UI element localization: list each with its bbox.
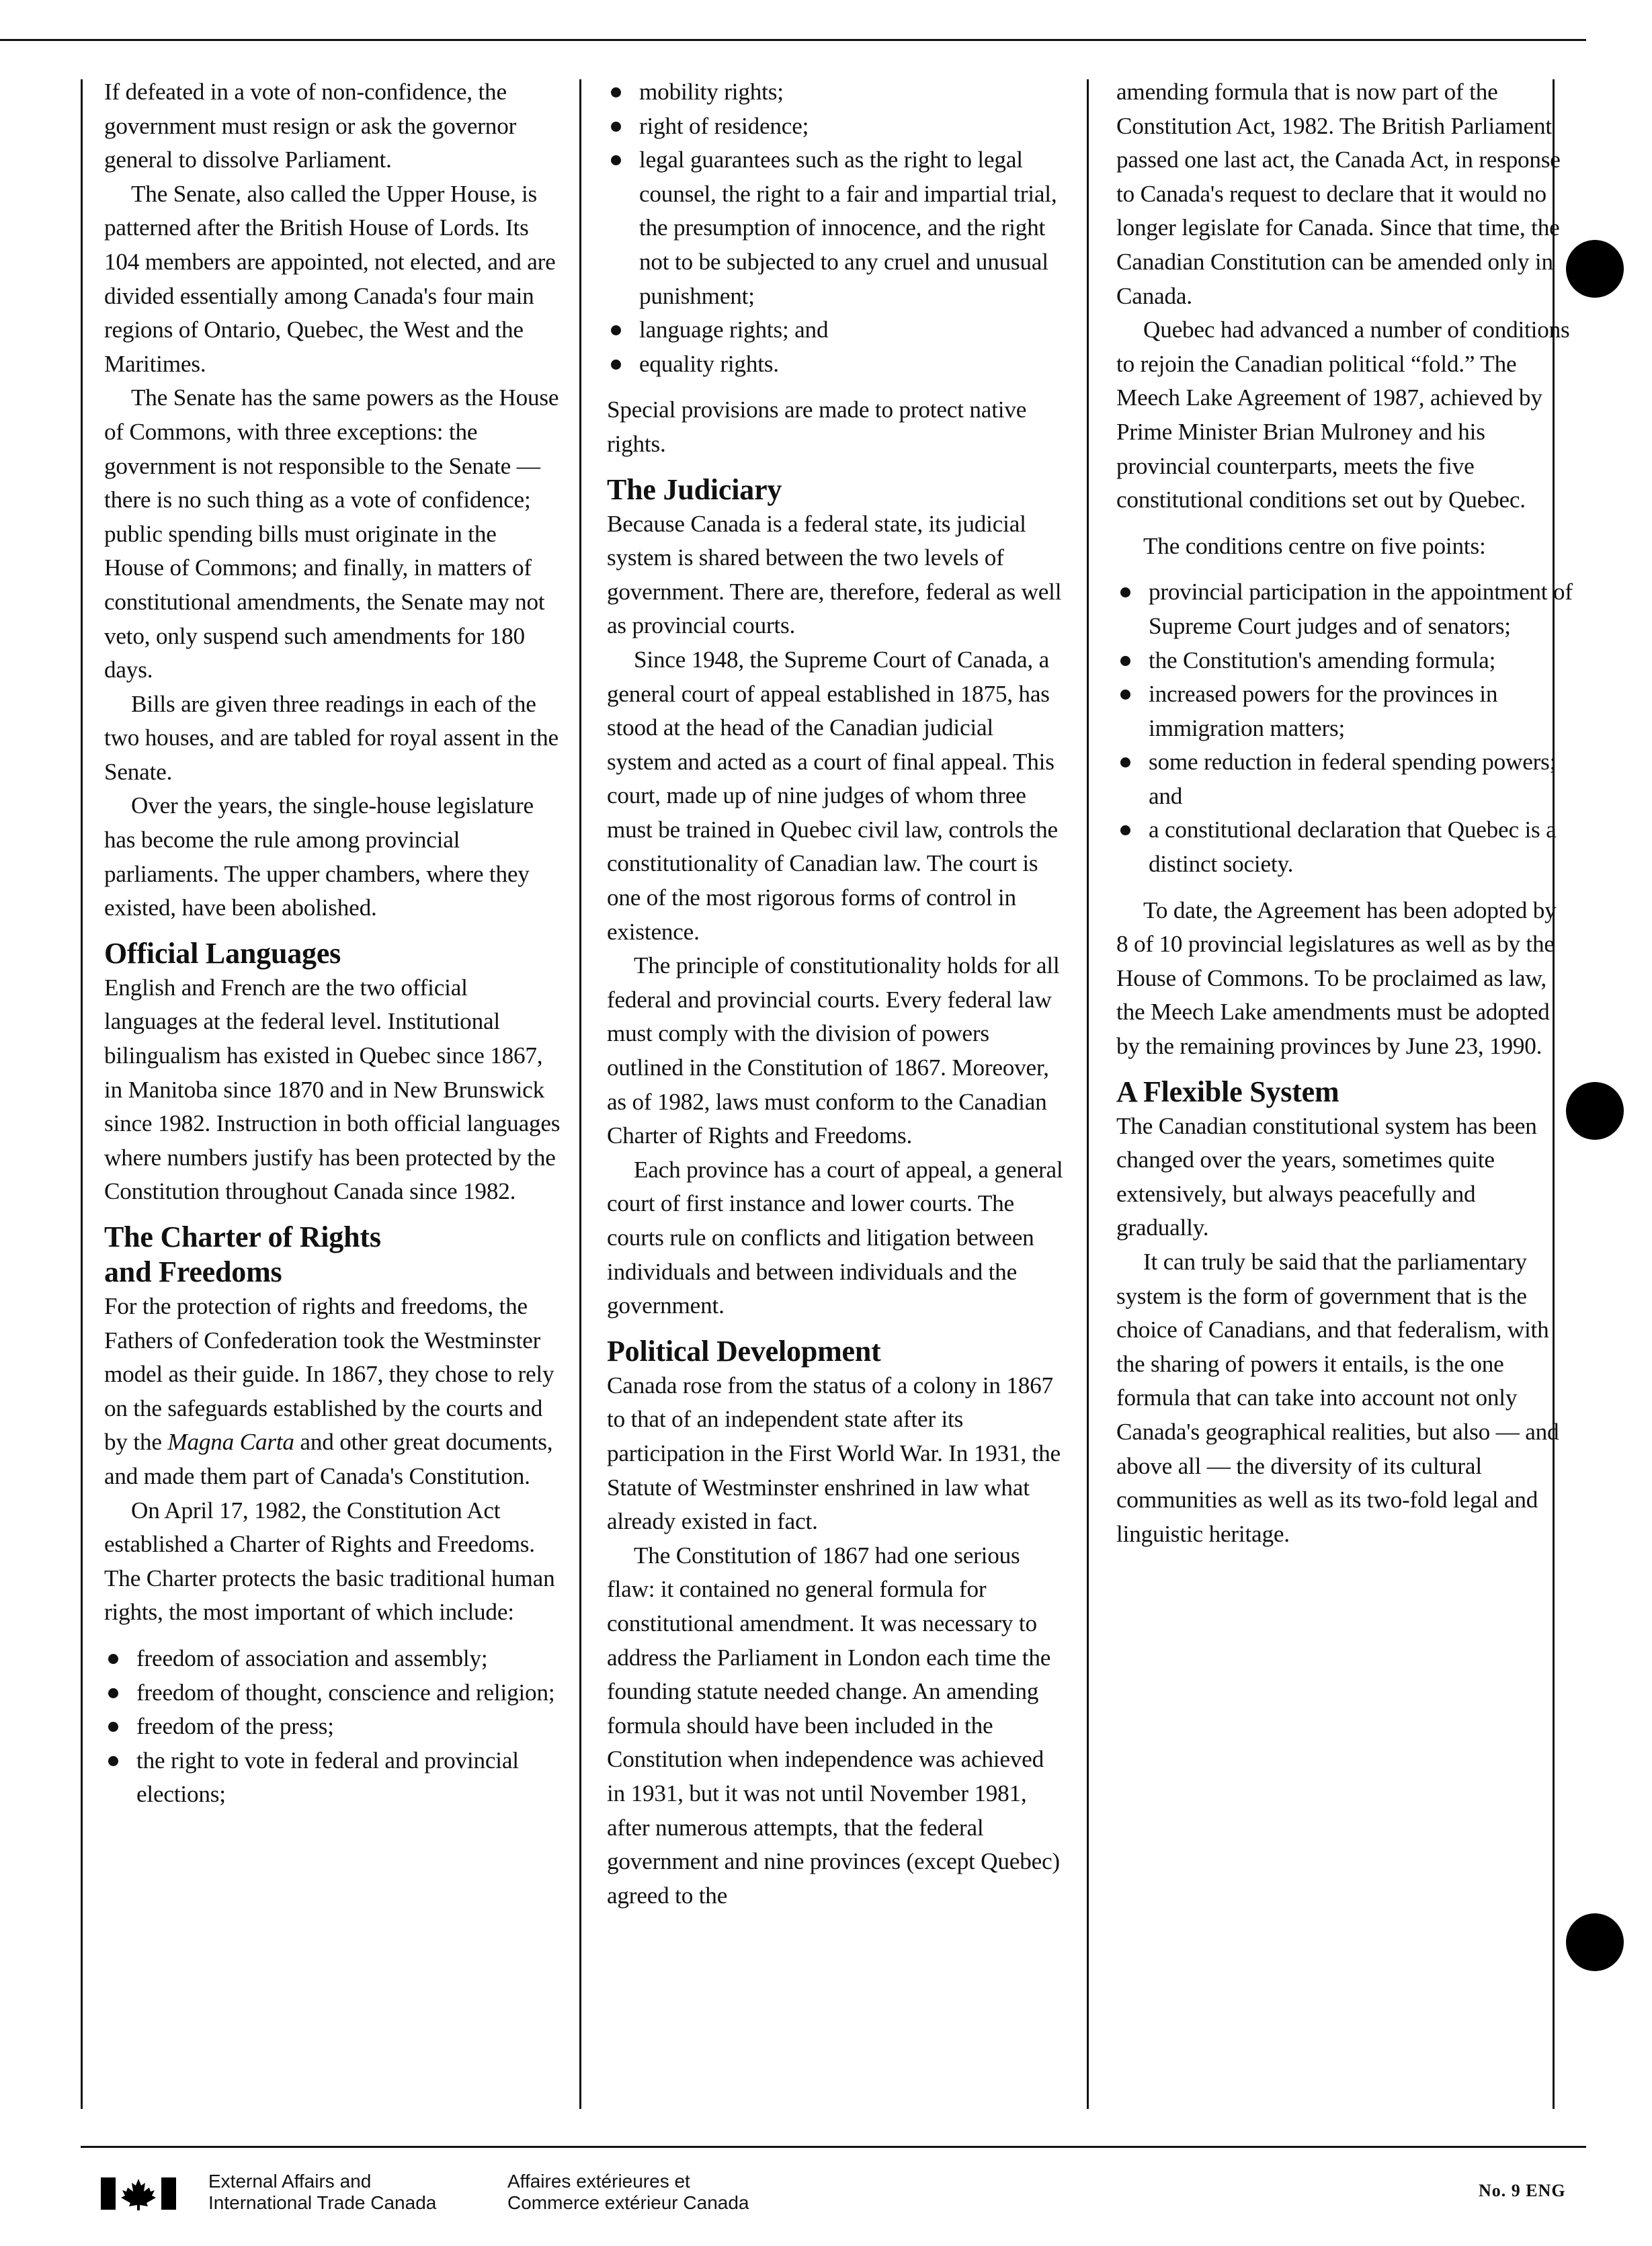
list-item-text: language rights; and	[639, 317, 829, 343]
list-item	[607, 347, 1064, 382]
text-span: and other great documents, and made them part of Canada's Constitution.	[104, 1429, 553, 1489]
paragraph: Canada rose from the status of a colony in 1867 to that of an independent state after its participation in the First World War. In 1931, the Statute of Westminster enshrined in law what already existed in fact.	[607, 1372, 1061, 1535]
bullet-icon	[108, 1654, 118, 1664]
paragraph: Quebec had advanced a number of conditions to rejoin the Canadian political “fold.” The Meech Lake Agreement of 1987, achieved by Prime Minister Brian Mulroney and his provincial counterparts, meets the five constitutional conditions set out by Quebec.	[1116, 317, 1570, 513]
paragraph: Bills are given three readings in each of the two houses, and are tabled for royal assent in the Senate.	[104, 690, 559, 785]
paragraph: On April 17, 1982, the Constitution Act established a Charter of Rights and Freedoms. The Charter protects the basic traditional human rights, the most important of which include:	[104, 1497, 555, 1626]
text-span: For the protection of rights and freedoms, the Fathers of Confederation took the Westminster model as their guide. In 1867, they chose to rely on the safeguards established by the courts and by the	[104, 1293, 554, 1456]
paragraph: If defeated in a vote of non-confidence, the government must resign or ask the governor general to dissolve Parliament.	[104, 79, 517, 173]
bullet-icon	[1120, 690, 1130, 700]
list-item-text: provincial participation in the appointment of Supreme Court judges and of senators;	[1149, 579, 1573, 639]
column-rule-left	[81, 79, 83, 2109]
list-item	[607, 313, 1064, 347]
bullet-icon	[1120, 757, 1130, 767]
column-rule-1	[579, 79, 581, 2109]
bullet-icon	[611, 325, 621, 335]
list-item	[1116, 677, 1573, 745]
list-item	[104, 1642, 561, 1676]
column-3	[1116, 75, 1573, 1551]
paragraph: The Canadian constitutional system has been changed over the years, sometimes quite extensively, but always peacefully and gradually.	[1116, 1112, 1537, 1241]
punch-hole-bottom	[1566, 1913, 1624, 1971]
document-number: No. 9 ENG	[1479, 2181, 1566, 2200]
list-item	[1116, 644, 1573, 678]
list-item	[607, 110, 1064, 144]
bullet-icon	[108, 1756, 118, 1766]
rights-list-continued	[607, 75, 1064, 381]
list-item-text: right of residence;	[639, 112, 809, 139]
paragraph	[104, 1290, 561, 1494]
list-item-text: mobility rights;	[639, 79, 784, 105]
column-2	[607, 75, 1064, 1913]
paragraph: amending formula that is now part of the Constitution Act, 1982. The British Parliament passed one last act, the Canada Act, in response to Canada's request to declare that it would no longer legislate for Canada. Since that time, the Canadian Constitution can be amended only in Canada.	[1116, 79, 1561, 309]
paragraph: The Senate, also called the Upper House, is patterned after the British House of Lords. Its 104 members are appointed, not elected, and are divided essentially among Canada's four main regions of Ontario, Quebec, the West and the Maritimes.	[104, 180, 556, 377]
bullet-icon	[611, 360, 621, 370]
bullet-icon	[1120, 587, 1130, 597]
list-item	[1116, 813, 1573, 881]
list-item	[1116, 745, 1573, 813]
bullet-icon	[1120, 825, 1130, 835]
bullet-icon	[1120, 656, 1130, 666]
punch-hole-top	[1566, 240, 1624, 298]
paragraph: Each province has a court of appeal, a general court of first instance and lower courts. The courts rule on conflicts and litigation between individuals and between individuals and the government.	[607, 1156, 1063, 1319]
list-item-text: legal guarantees such as the right to legal counsel, the right to a fair and impartial trial, the presumption of innocence, and the right not to be subjected to any cruel and unusual punishment;	[639, 147, 1057, 309]
heading-political-development: Political Development	[607, 1334, 881, 1368]
footer-line: Affaires extérieures et	[507, 2171, 690, 2192]
list-item-text: freedom of thought, conscience and religion;	[136, 1679, 555, 1706]
bullet-icon	[611, 122, 621, 132]
paragraph: The conditions centre on five points:	[1143, 532, 1486, 559]
paragraph: The Constitution of 1867 had one serious flaw: it contained no general formula for constitutional amendment. It was necessary to address the Parliament in London each time the founding statute needed change. An amending formula should have been included in the Constitution when independence was achieved in 1931, but it was not until November 1981, after numerous attempts, that the federal government and nine provinces (except Quebec) agreed to the	[607, 1542, 1060, 1909]
list-item-text: the right to vote in federal and provincial elections;	[136, 1747, 519, 1808]
department-name-french	[507, 2171, 749, 2214]
list-item	[104, 1744, 561, 1812]
conditions-list	[1116, 575, 1573, 881]
list-item	[1116, 575, 1573, 643]
list-item	[104, 1710, 561, 1744]
heading-judiciary: The Judiciary	[607, 472, 782, 506]
column-rule-2	[1087, 79, 1089, 2109]
paragraph: To date, the Agreement has been adopted by 8 of 10 provincial legislatures as well as by the House of Commons. To be proclaimed as law, the Meech Lake amendments must be adopted by the remaining provinces by June 23, 1990.	[1116, 897, 1557, 1060]
list-item-text: equality rights.	[639, 350, 779, 377]
bullet-icon	[108, 1688, 118, 1698]
list-item	[607, 143, 1064, 313]
paragraph: The principle of constitutionality holds for all federal and provincial courts. Every federal law must comply with the division of powers outlined in the Constitution of 1867. Moreover, as of 1982, laws must conform to the Canadian Charter of Rights and Freedoms.	[607, 952, 1060, 1149]
paragraph: Special provisions are made to protect native rights.	[607, 397, 1027, 457]
canada-flag-wordmark-icon	[101, 2175, 176, 2212]
list-item-text: freedom of the press;	[136, 1713, 334, 1740]
rights-list	[104, 1642, 561, 1812]
bullet-icon	[611, 87, 621, 97]
heading-charter	[104, 1220, 561, 1290]
heading-line: The Charter of Rights	[104, 1220, 381, 1253]
paragraph: English and French are the two official languages at the federal level. Institutional bilingualism has existed in Quebec since 1867, in Manitoba since 1870 and in New Brunswick since 1982. Instruction in both official languages where numbers justify has been protected by the Constitution throughout Canada since 1982.	[104, 974, 561, 1205]
list-item-text: freedom of association and assembly;	[136, 1645, 488, 1671]
list-item-text: a constitutional declaration that Quebec is a distinct society.	[1149, 817, 1557, 878]
list-item-text: some reduction in federal spending powers; and	[1149, 749, 1557, 809]
bullet-icon	[108, 1722, 118, 1732]
list-item	[607, 75, 1064, 110]
list-item-text: increased powers for the provinces in immigration matters;	[1149, 681, 1498, 741]
footer-line: International Trade Canada	[208, 2192, 437, 2213]
footer-line: External Affairs and	[208, 2171, 372, 2192]
heading-official-languages: Official Languages	[104, 936, 341, 970]
paragraph: Because Canada is a federal state, its judicial system is shared between the two levels of government. There are, therefore, federal as well as provincial courts.	[607, 510, 1062, 639]
bottom-rule	[81, 2146, 1586, 2148]
paragraph: It can truly be said that the parliamentary system is the form of government that is the choice of Canadians, and that federalism, with the sharing of powers it entails, is the one formula that can take into account not only Canada's geographical realities, but also — and above all — the diversity of its cultural communities as well as its two-fold legal and linguistic heritage.	[1116, 1249, 1559, 1547]
top-rule	[0, 39, 1586, 41]
department-name-english	[208, 2171, 436, 2214]
list-item-text: the Constitution's amending formula;	[1149, 647, 1496, 673]
paragraph: The Senate has the same powers as the House of Commons, with three exceptions: the government is not responsible to the Senate — there is no such thing as a vote of confidence; public spending bills must originate in the House of Commons; and finally, in matters of constitutional amendments, the Senate may not veto, only suspend such amendments for 180 days.	[104, 384, 559, 683]
italic-title: Magna Carta	[167, 1429, 294, 1456]
heading-line: and Freedoms	[104, 1255, 282, 1288]
bullet-icon	[611, 155, 621, 165]
footer-line: Commerce extérieur Canada	[507, 2192, 749, 2213]
paragraph: Over the years, the single-house legislature has become the rule among provincial parliaments. The upper chambers, where they existed, have been abolished.	[104, 792, 534, 921]
punch-hole-middle	[1566, 1082, 1624, 1140]
paragraph: Since 1948, the Supreme Court of Canada, a general court of appeal established in 1875, has stood at the head of the Canadian judicial system and acted as a court of final appeal. This court, made up of nine judges of whom three must be trained in Quebec civil law, controls the constitutionality of Canadian law. The court is one of the most rigorous forms of control in existence.	[607, 646, 1058, 945]
column-1	[104, 75, 561, 1824]
heading-flexible-system: A Flexible System	[1116, 1075, 1339, 1108]
list-item	[104, 1676, 561, 1710]
